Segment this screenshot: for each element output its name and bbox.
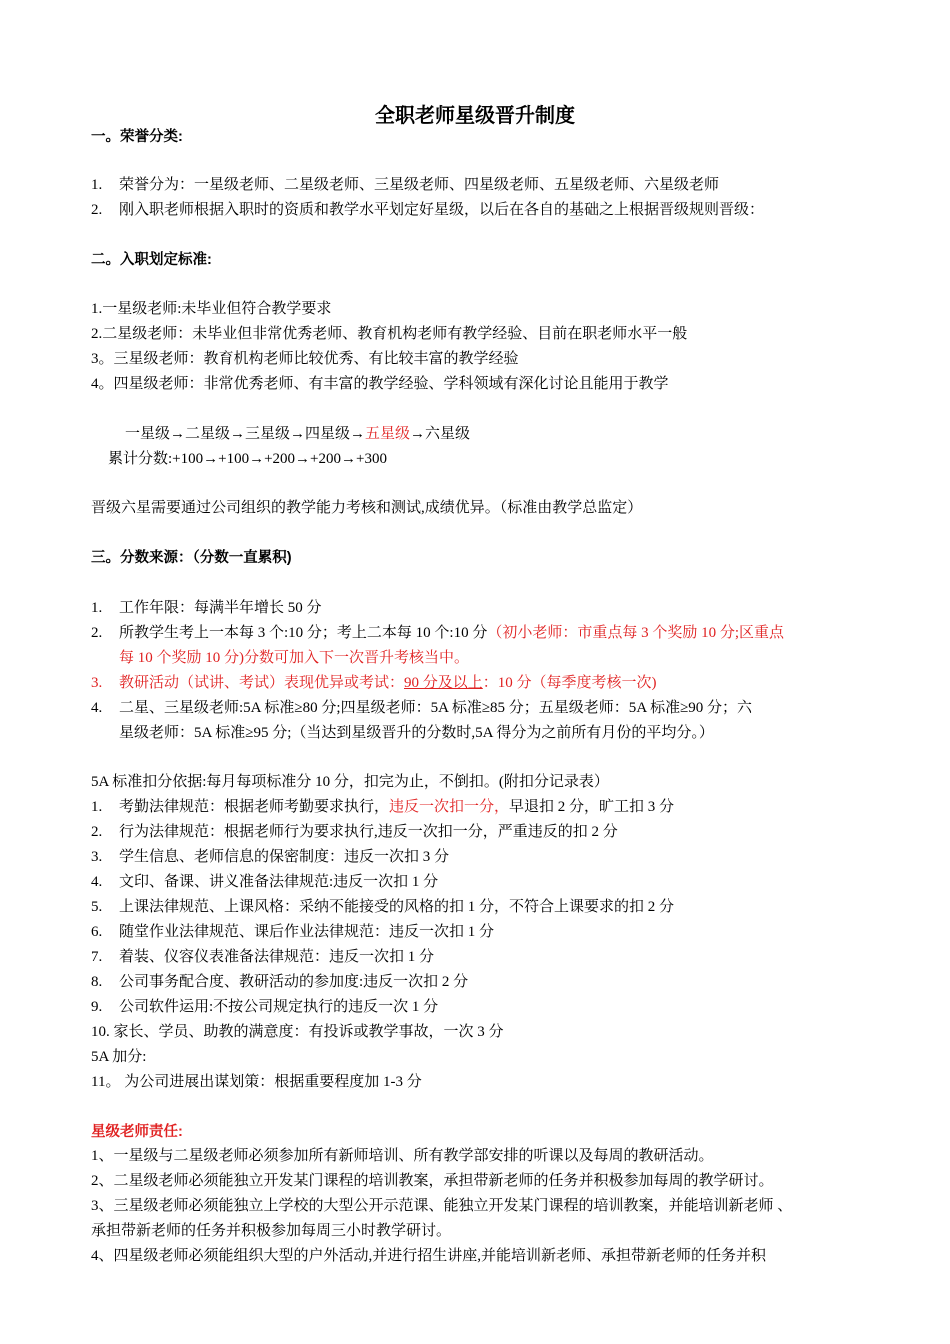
- list-item: [91, 200, 764, 220]
- item-number: 3.: [91, 849, 103, 865]
- path-highlight: 五星级: [365, 426, 411, 442]
- item-text: 刚入职老师根据入职时的资质和教学水平划定好星级，以后在各自的基础之上根据晋级规则晋级：: [119, 202, 765, 218]
- list-item: [91, 797, 674, 817]
- item-number: 2.: [91, 824, 103, 840]
- list-item: 11。 为公司进展出谋划策：根据重要程度加 1-3 分: [91, 1074, 422, 1090]
- promotion-path: [125, 424, 470, 444]
- item-number: 1.: [91, 799, 103, 815]
- list-item: [91, 673, 657, 693]
- list-item: 4。四星级老师：非常优秀老师、有丰富的教学经验、学科领域有深化讨论且能用于教学: [91, 376, 669, 392]
- item-text: 文印、备课、讲义准备法律规范:违反一次扣 1 分: [119, 874, 439, 890]
- item-highlight: 违反一次扣一分，: [389, 799, 510, 815]
- item-text-end: 早退扣 2 分，旷工扣 3 分: [509, 799, 675, 815]
- item-text: 考勤法律规范：根据老师考勤要求执行，: [119, 799, 390, 815]
- list-item: [91, 947, 434, 967]
- list-item: [91, 822, 618, 842]
- item-text: 上课法律规范、上课风格：采纳不能接受的风格的扣 1 分，不符合上课要求的扣 2 分: [119, 899, 675, 915]
- list-item: 10. 家长、学员、助教的满意度：有投诉或教学事故，一次 3 分: [91, 1024, 504, 1040]
- list-item: 2.二星级老师：未毕业但非常优秀老师、教育机构老师有教学经验、目前在职老师水平一般: [91, 326, 688, 342]
- list-item: [91, 847, 449, 867]
- list-item: [91, 872, 438, 892]
- item-text: 教研活动（试讲、考试）表现优异或考试：: [119, 675, 405, 691]
- item-text: 学生信息、老师信息的保密制度：违反一次扣 3 分: [119, 849, 450, 865]
- item-number: 9.: [91, 999, 103, 1015]
- list-item: [91, 897, 674, 917]
- list-item: [91, 922, 494, 942]
- responsibility-line: 4、四星级老师必须能组织大型的户外活动,并进行招生讲座,并能培训新老师、承担带新老师的任务并积: [91, 1248, 767, 1264]
- responsibility-line: 承担带新老师的任务并积极参加每周三小时教学研讨。: [91, 1223, 452, 1239]
- item-number: 8.: [91, 974, 103, 990]
- section-1-heading: 一。荣誉分类:: [91, 129, 183, 145]
- section-3-heading: 三。分数来源：（分数一直累积): [91, 550, 292, 566]
- path-text: 一星级→二星级→三星级→四星级→: [125, 426, 366, 442]
- item-number: 4.: [91, 700, 103, 716]
- list-item: [91, 997, 438, 1017]
- item-text: 行为法律规范：根据老师行为要求执行,违反一次扣一分，严重违反的扣 2 分: [119, 824, 618, 840]
- item-text-end: ：10 分（每季度考核一次): [482, 675, 657, 691]
- item-number: 1.: [91, 177, 103, 193]
- item-text: 荣誉分为：一星级老师、二星级老师、三星级老师、四星级老师、五星级老师、六星级老师: [119, 177, 720, 193]
- item-text: 所教学生考上一本每 3 个:10 分；考上二本每 10 个:10 分: [119, 625, 488, 641]
- responsibility-line: 2、二星级老师必须能独立开发某门课程的培训教案，承担带新老师的任务并积极参加每周的教学研讨。: [91, 1173, 774, 1189]
- list-item: [91, 698, 752, 718]
- item-text: 二星、三星级老师:5A 标准≥80 分;四星级老师：5A 标准≥85 分；五星级老师：5A 标准≥90 分；六: [119, 700, 753, 716]
- responsibility-line: 1、一星级与二星级老师必须参加所有新师培训、所有教学部安排的听课以及每周的教研活动。: [91, 1148, 714, 1164]
- item-number: 2.: [91, 625, 103, 641]
- item-number: 5.: [91, 899, 103, 915]
- list-item: [91, 623, 784, 643]
- item-highlight: （初小老师：市重点每 3 个奖励 10 分;区重点: [487, 625, 785, 641]
- item-text: 随堂作业法律规范、课后作业法律规范：违反一次扣 1 分: [119, 924, 495, 940]
- item-number: 4.: [91, 874, 103, 890]
- item-number: 3.: [91, 675, 103, 691]
- responsibility-line: 3、三星级老师必须能独立上学校的大型公开示范课、能独立开发某门课程的培训教案，并能培训新老师 、: [91, 1198, 793, 1214]
- item-text: 着装、仪容仪表准备法律规范：违反一次扣 1 分: [119, 949, 435, 965]
- page-title: 全职老师星级晋升制度: [375, 105, 575, 127]
- responsibility-heading: 星级老师责任:: [91, 1124, 183, 1140]
- item-number: 2.: [91, 202, 103, 218]
- item-text: 工作年限：每满半年增长 50 分: [119, 600, 322, 616]
- list-item: 1.一星级老师:未毕业但符合教学要求: [91, 301, 332, 317]
- item-underlined: 90 分及以上: [404, 675, 483, 691]
- item-text: 公司事务配合度、教研活动的参加度:违反一次扣 2 分: [119, 974, 469, 990]
- item-text: 公司软件运用:不按公司规定执行的违反一次 1 分: [119, 999, 439, 1015]
- item-number: 1.: [91, 600, 103, 616]
- bonus-label: 5A 加分:: [91, 1049, 147, 1065]
- list-item: [91, 972, 468, 992]
- score-path: 累计分数:+100→+100→+200→+200→+300: [108, 451, 387, 467]
- item-number: 7.: [91, 949, 103, 965]
- path-text-end: →六星级: [410, 426, 471, 442]
- list-item: [91, 598, 322, 618]
- item-continuation: 每 10 个奖励 10 分)分数可加入下一次晋升考核当中。: [119, 650, 469, 666]
- section-2-heading: 二。入职划定标准:: [91, 252, 212, 268]
- deduction-intro: 5A 标准扣分依据:每月每项标准分 10 分，扣完为止，不倒扣。(附扣分记录表）: [91, 774, 609, 790]
- item-number: 6.: [91, 924, 103, 940]
- promotion-note: 晋级六星需要通过公司组织的教学能力考核和测试,成绩优异。（标准由教学总监定）: [91, 500, 643, 516]
- item-continuation: 星级老师：5A 标准≥95 分;（当达到星级晋升的分数时,5A 得分为之前所有月份的平均分。）: [119, 725, 714, 741]
- list-item: [91, 175, 719, 195]
- list-item: 3。三星级老师：教育机构老师比较优秀、有比较丰富的教学经验: [91, 351, 519, 367]
